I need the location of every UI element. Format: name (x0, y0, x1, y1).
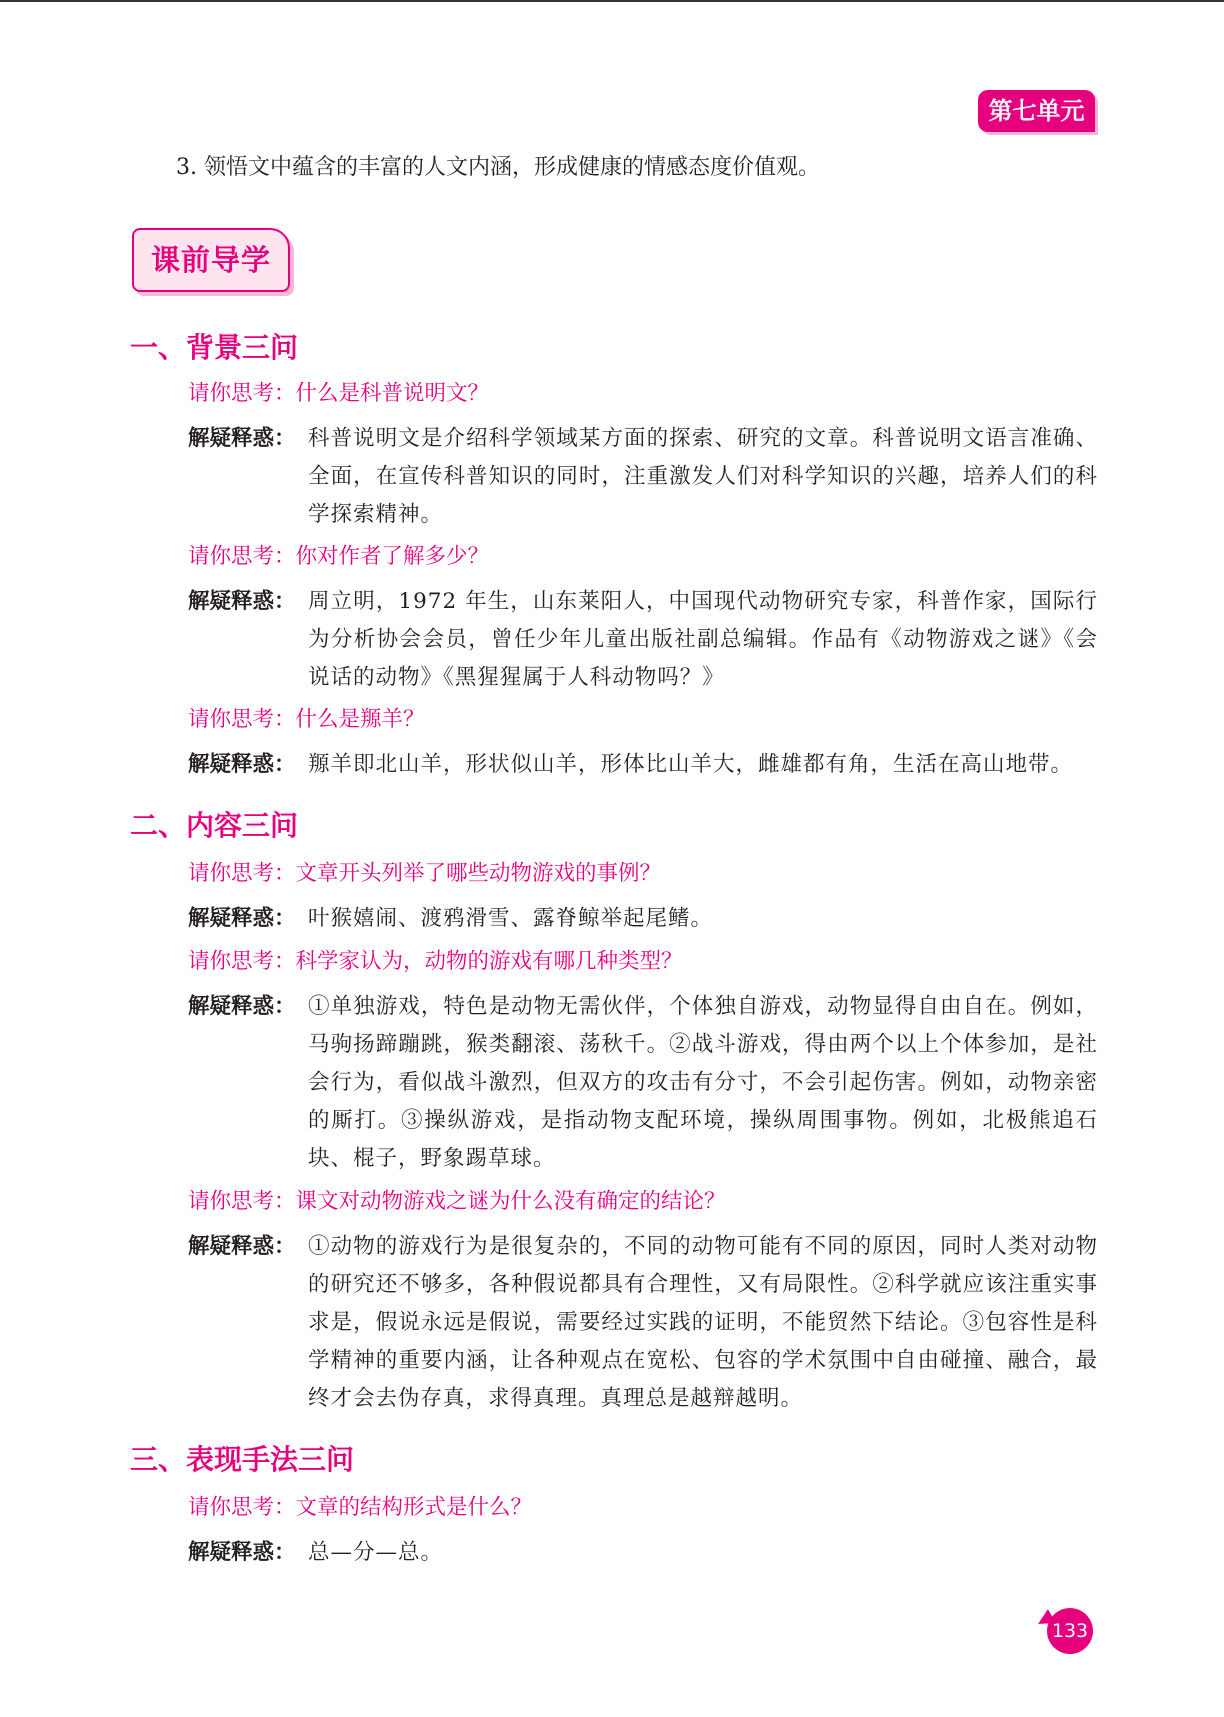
qa-block (188, 1488, 1098, 1572)
answer-text: 总—分—总。 (308, 1540, 444, 1565)
question-text: 科学家认为，动物的游戏有哪几种类型？ (295, 949, 683, 974)
answer-line (188, 1534, 1098, 1572)
answer-label: 解疑释惑： (188, 1234, 296, 1259)
question-text: 课文对动物游戏之谜为什么没有确定的结论？ (295, 1189, 726, 1214)
answer-line (188, 420, 1098, 534)
question-text: 你对作者了解多少？ (295, 544, 490, 569)
answer-line (188, 900, 1098, 938)
group-heading-technique: 三、表现手法三问 (130, 1443, 355, 1476)
answer-line (188, 746, 1098, 784)
section-title-box (132, 228, 290, 292)
question-label: 请你思考： (188, 861, 296, 886)
objective-item: 3. 领悟文中蕴含的丰富的人文内涵，形成健康的情感态度价值观。 (176, 155, 820, 180)
qa-block (188, 1182, 1098, 1418)
answer-line (188, 988, 1098, 1178)
answer-text: ①动物的游戏行为是很复杂的，不同的动物可能有不同的原因，同时人类对动物的研究还不够多，各种假说都具有合理性，又有局限性。②科学就应该注重实事求是，假说永远是假说，需要经过实践的证明，不能贸然下结论。③包容性是科学精神的重要内涵，让各种观点在宽松、包容的学术氛围中自由碰撞、融合，最终才会去伪存真，求得真理。真理总是越辩越明。 (308, 1234, 1098, 1411)
question-text: 文章开头列举了哪些动物游戏的事例？ (295, 861, 662, 886)
question-line (188, 537, 1098, 577)
answer-line (188, 583, 1098, 697)
answer-text: 叶猴嬉闹、渡鸦滑雪、露脊鲸举起尾鳍。 (308, 906, 714, 931)
question-label: 请你思考： (188, 1495, 296, 1520)
unit-tab: 第七单元 (978, 90, 1095, 132)
answer-line (188, 1228, 1098, 1418)
answer-text: 科普说明文是介绍科学领域某方面的探索、研究的文章。科普说明文语言准确、全面，在宣传科普知识的同时，注重激发人们对科学知识的兴趣，培养人们的科学探索精神。 (308, 426, 1098, 527)
answer-label: 解疑释惑： (188, 906, 296, 931)
question-label: 请你思考： (188, 1189, 296, 1214)
top-rule (0, 0, 1224, 2)
question-line (188, 1182, 1098, 1222)
page-number: 133 (1047, 1608, 1093, 1654)
question-text: 文章的结构形式是什么？ (295, 1495, 533, 1520)
answer-label: 解疑释惑： (188, 589, 296, 614)
question-line (188, 942, 1098, 982)
question-line (188, 1488, 1098, 1528)
question-label: 请你思考： (188, 707, 296, 732)
section-title: 课前导学 (150, 243, 271, 277)
question-line (188, 374, 1098, 414)
question-label: 请你思考： (188, 544, 296, 569)
qa-block (188, 374, 1098, 534)
question-label: 请你思考： (188, 949, 296, 974)
qa-block (188, 942, 1098, 1178)
question-label: 请你思考： (188, 381, 296, 406)
group-heading-content: 二、内容三问 (130, 809, 299, 842)
qa-block (188, 854, 1098, 938)
answer-text: ①单独游戏，特色是动物无需伙伴，个体独自游戏，动物显得自由自在。例如，马驹扬蹄蹦跳，猴类翻滚、荡秋千。②战斗游戏，得由两个以上个体参加，是社会行为，看似战斗激烈，但双方的攻击有分寸，不会引起伤害。例如，动物亲密的厮打。③操纵游戏，是指动物支配环境，操纵周围事物。例如，北极熊追石块、棍子，野象踢草球。 (308, 994, 1098, 1171)
question-text: 什么是羱羊？ (295, 707, 425, 732)
group-heading-background: 一、背景三问 (130, 331, 299, 364)
answer-label: 解疑释惑： (188, 1540, 296, 1565)
answer-text: 周立明，1972 年生，山东莱阳人，中国现代动物研究专家，科普作家，国际行为分析协会会员，曾任少年儿童出版社副总编辑。作品有《动物游戏之谜》《会说话的动物》《黑猩猩属于人科动物吗？》 (308, 589, 1098, 690)
question-text: 什么是科普说明文？ (295, 381, 490, 406)
answer-label: 解疑释惑： (188, 752, 296, 777)
answer-label: 解疑释惑： (188, 426, 296, 451)
question-line (188, 700, 1098, 740)
answer-label: 解疑释惑： (188, 994, 296, 1019)
qa-block (188, 537, 1098, 697)
question-line (188, 854, 1098, 894)
answer-text: 羱羊即北山羊，形状似山羊，形体比山羊大，雌雄都有角，生活在高山地带。 (308, 752, 1074, 777)
qa-block (188, 700, 1098, 784)
